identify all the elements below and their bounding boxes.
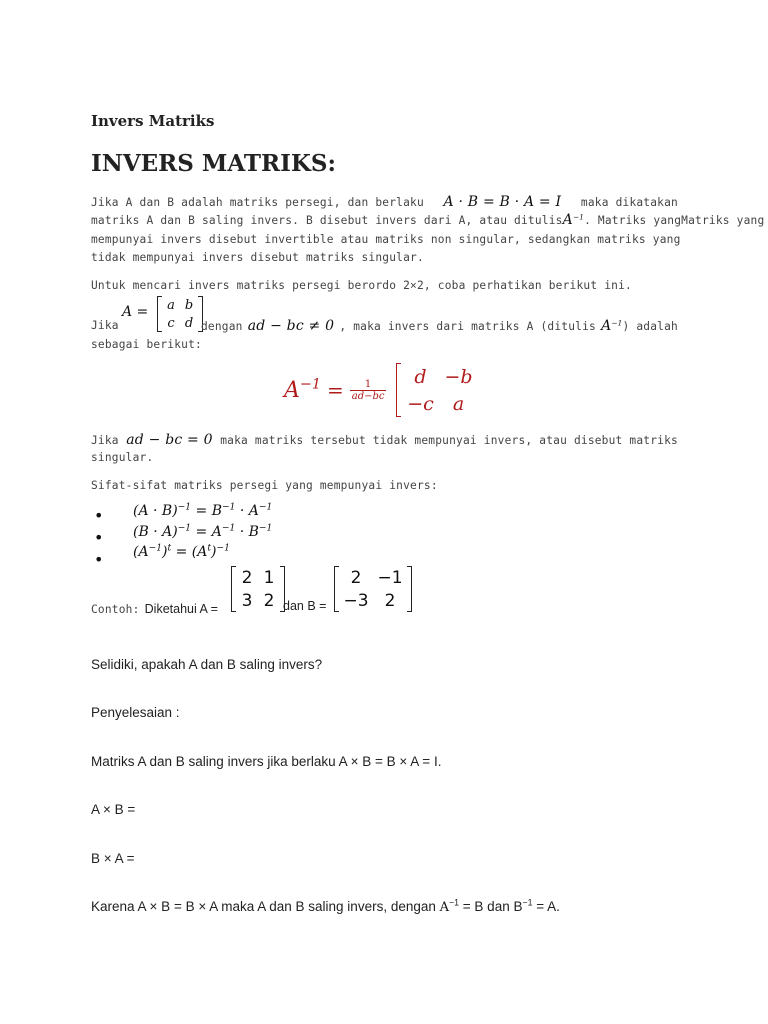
example-label: Contoh: Diketahui A = [91,602,218,616]
matrix-a-example: 2 1 3 2 [231,566,285,612]
paragraph-2-line-2: dengan ad − bc ≠ 0 , maka invers dari matriks A (ditulis $A^{-1}$) adalah [201,318,678,334]
paragraph-1-line-4: tidak mempunyai invers disebut matriks singular. [91,251,424,264]
paragraph-1-line-2: matriks A dan B saling invers. B disebut invers dari A, atau ditulis $A^{-1}$. Matriks yang Matriks yang [91,212,765,228]
question-text: Selidiki, apakah A dan B saling invers? [91,657,323,672]
property-2: $(B \cdot A)^{-1} = A^{-1} \cdot B^{-1}$ [133,523,273,540]
general-matrix-a: a b c d [157,296,203,332]
solution-label: Penyelesaian : [91,705,180,720]
inverse-formula: $A^{-1}$ = $\frac{1}{ad-bc}$ d −b −c a [284,360,482,420]
a-times-b: A × B = [91,802,136,817]
bullet-1: • [94,506,104,525]
conclusion: Karena A × B = B × A maka A dan B saling invers, dengan $A^{-1} = B$ dan $B^{-1} = A$. [91,897,560,915]
dan-b-label: dan B = [283,599,327,613]
solution-condition: Matriks A dan B saling invers jika berlaku A × B = B × A = I. [91,754,442,769]
bullet-2: • [94,528,104,547]
paragraph-2-line-3: sebagai berikut: [91,338,202,351]
properties-title: Sifat-sifat matriks persegi yang mempunyai invers: [91,479,438,492]
property-1: $(A \cdot B)^{-1} = B^{-1} \cdot A^{-1}$ [133,502,273,519]
paragraph-1-line-1: Jika A dan B adalah matriks persegi, dan berlaku A · B = B · A = I maka dikatakan [91,194,678,210]
paragraph-3-line-2: singular. [91,451,154,464]
section-heading: INVERS MATRIKS: [91,150,337,177]
document-title: Invers Matriks [91,112,215,130]
paragraph-1-line-3: mempunyai invers disebut invertible atau matriks non singular, sedangkan matriks yang [91,233,681,246]
matrix-b-example: 2 −1 −3 2 [334,566,412,612]
bullet-3: • [94,550,104,569]
jika-label: Jika [91,319,119,332]
paragraph-2-line-1: Untuk mencari invers matriks persegi berordo 2×2, coba perhatikan berikut ini. [91,279,632,292]
b-times-a: B × A = [91,851,135,866]
property-3: $(A^{-1})^t = (A^t)^{-1}$ [133,543,230,560]
matrix-a-label: A = [122,304,149,320]
paragraph-3-line-1: Jika ad − bc = 0 maka matriks tersebut tidak mempunyai invers, atau disebut matriks [91,432,678,448]
